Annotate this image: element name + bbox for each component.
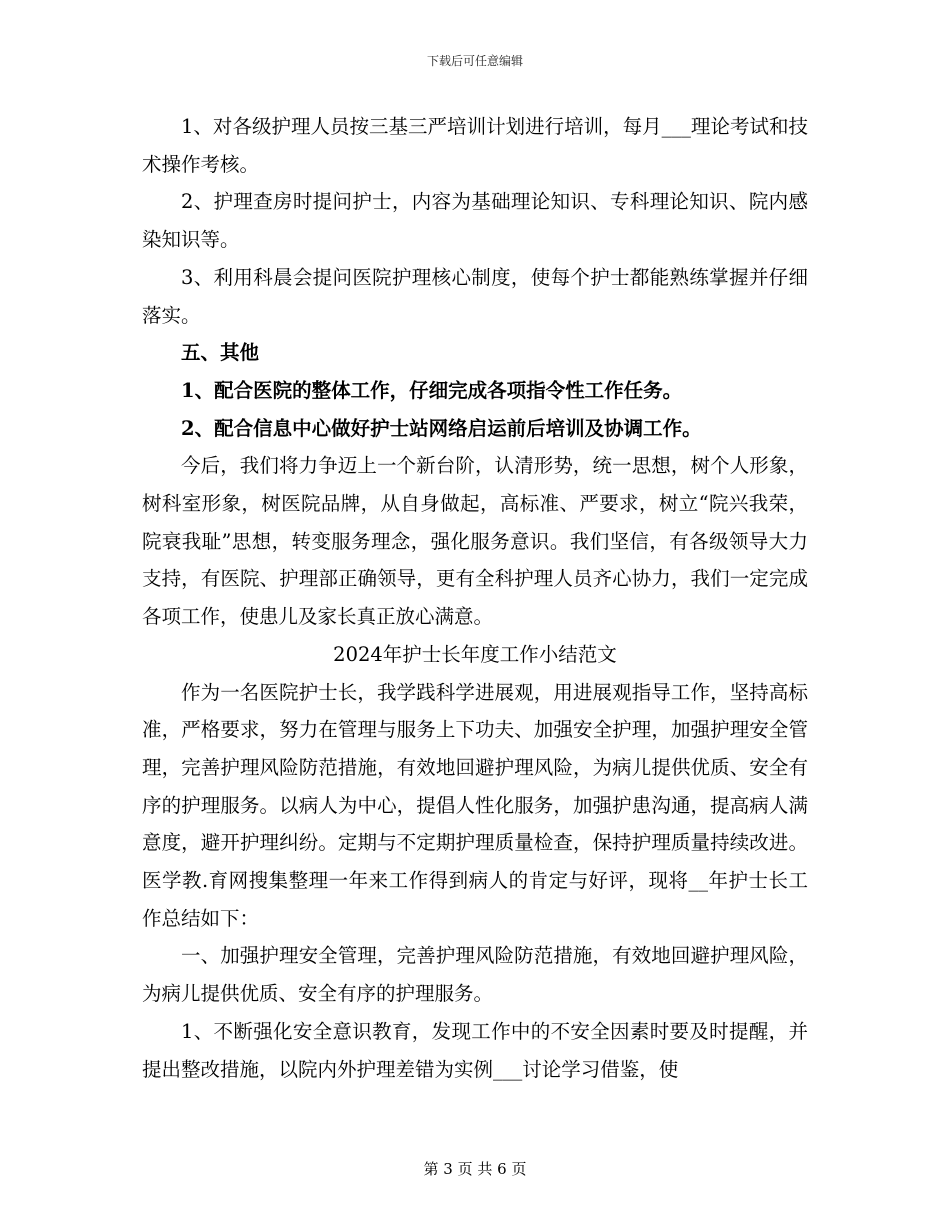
document-title: 2024年护士长年度工作小结范文: [333, 642, 617, 666]
paragraph-introduction: 作为一名医院护士长，我学践科学进展观，用进展观指导工作，坚持高标准，严格要求，努力在管理与服务上下功夫、加强安全护理，加强护理安全管理，完善护理风险防范措施，有效地回避护理风险，为病儿提供优质、安全有序的护理服务。以病人为中心，提倡人性化服务，加强护患沟通，提高病人满意度，避开护理纠纷。定期与不定期护理质量检查，保持护理质量持续改进。医学教.育网搜集整理一年来工作得到病人的肯定与好评，现将__年护士长工作总结如下：: [142, 680, 808, 930]
section-heading-other: 五、其他: [181, 341, 260, 365]
paragraph-training: 1、对各级护理人员按三基三严培训计划进行培训，每月___理论考试和技术操作考核。: [142, 115, 808, 176]
document-body: [142, 108, 808, 1088]
paragraph-cooperate-hospital: 1、配合医院的整体工作，仔细完成各项指令性工作任务。: [181, 378, 683, 402]
paragraph-ward-rounds: 2、护理查房时提问护士，内容为基础理论知识、专科理论知识、院内感染知识等。: [142, 190, 808, 252]
page-footer: 第 3 页 共 6 页: [423, 1160, 527, 1178]
paragraph-safety-awareness: 1、不断强化安全意识教育，发现工作中的不安全因素时要及时提醒，并提出整改措施，以院内外护理差错为实例___讨论学习借鉴，使: [142, 1019, 808, 1081]
paragraph-cooperate-info-center: 2、配合信息中心做好护士站网络启运前后培训及协调工作。: [181, 416, 702, 440]
paragraph-future-outlook: 今后，我们将力争迈上一个新台阶，认清形势，统一思想，树个人形象，树科室形象，树医院品牌，从自身做起，高标准、严要求，树立“院兴我荣，院衰我耻”思想，转变服务理念，强化服务意识。我们坚信，有各级领导大力支持，有医院、护理部正确领导，更有全科护理人员齐心协力，我们一定完成各项工作，使患儿及家长真正放心满意。: [142, 454, 808, 629]
paragraph-morning-meeting: 3、利用科晨会提问医院护理核心制度，使每个护士都能熟练掌握并仔细落实。: [142, 265, 808, 327]
page-header: 下载后可任意编辑: [426, 54, 523, 68]
paragraph-section-one: 一、加强护理安全管理，完善护理风险防范措施，有效地回避护理风险，为病儿提供优质、安全有序的护理服务。: [142, 944, 808, 1006]
